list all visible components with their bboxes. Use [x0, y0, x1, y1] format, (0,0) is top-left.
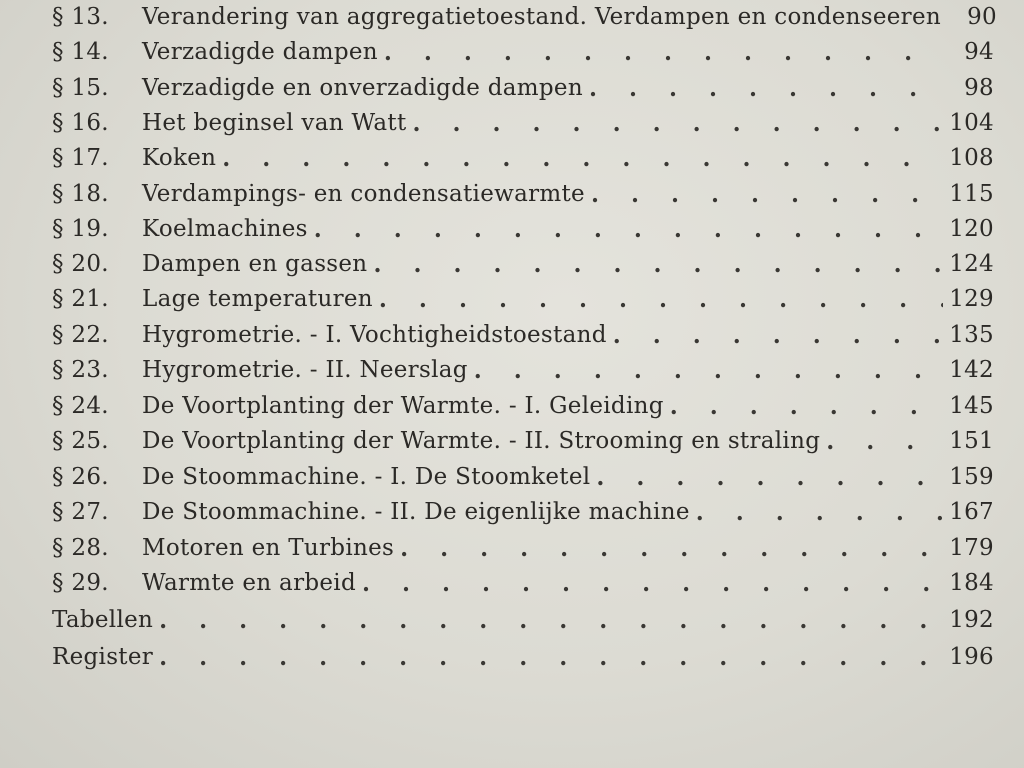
- section-number: § 26.: [52, 464, 109, 490]
- toc-entry: [52, 247, 994, 281]
- section-title: Hygrometrie. - I. Vochtigheidstoestand: [142, 322, 607, 348]
- toc-entry: [52, 177, 994, 211]
- section-title: Dampen en gassen: [142, 251, 368, 277]
- toc-entry: [52, 566, 994, 600]
- dot-leader: [591, 181, 943, 208]
- section-number: § 16.: [52, 110, 109, 136]
- page-number: 90: [967, 4, 997, 30]
- dot-leader: [670, 393, 943, 420]
- section-title: De Voortplanting der Warmte. - II. Strooming en straling: [142, 428, 821, 454]
- section-number: § 28.: [52, 535, 109, 561]
- section-number: § 19.: [52, 216, 109, 242]
- section-number: § 22.: [52, 322, 109, 348]
- section-number: § 18.: [52, 181, 109, 207]
- page-number: 196: [949, 644, 994, 670]
- section-title: Lage temperaturen: [142, 286, 373, 312]
- dot-leader: [613, 322, 943, 349]
- section-title: Hygrometrie. - II. Neerslag: [142, 357, 468, 383]
- section-title: Koken: [142, 145, 217, 171]
- dot-leader: [413, 110, 944, 137]
- section-number: § 21.: [52, 286, 109, 312]
- page-number: 129: [949, 286, 994, 312]
- page-number: 167: [949, 499, 994, 525]
- page-number: 142: [949, 357, 994, 383]
- page-number: 120: [949, 216, 994, 242]
- dot-leader: [826, 428, 943, 455]
- section-number: § 27.: [52, 499, 109, 525]
- section-title: Motoren en Turbines: [142, 535, 395, 561]
- page-number: 98: [964, 75, 994, 101]
- section-number: § 29.: [52, 570, 109, 596]
- section-number: § 17.: [52, 145, 109, 171]
- section-title: Tabellen: [52, 607, 154, 633]
- section-title: Verzadigde en onverzadigde dampen: [142, 75, 583, 101]
- toc-entry: [52, 460, 994, 494]
- toc-entry-tabellen: [52, 603, 994, 637]
- section-title: Verdampings- en condensatiewarmte: [142, 181, 585, 207]
- page-number: 135: [949, 322, 994, 348]
- page-number: 104: [949, 110, 994, 136]
- section-title: Het beginsel van Watt: [142, 110, 407, 136]
- section-title: De Stoommachine. - II. De eigenlijke machine: [142, 499, 690, 525]
- section-title: Verandering van aggregatietoestand. Verdampen en condenseeren: [142, 4, 941, 30]
- section-title: Warmte en arbeid: [142, 570, 356, 596]
- page-number: 108: [949, 145, 994, 171]
- section-number: § 14.: [52, 39, 109, 65]
- page-number: 179: [949, 535, 994, 561]
- page-number: 184: [949, 570, 994, 596]
- section-number: § 23.: [52, 357, 109, 383]
- toc-entry: [52, 495, 994, 529]
- page-number: 124: [949, 251, 994, 277]
- dot-leader: [159, 644, 943, 671]
- page-number: 145: [949, 393, 994, 419]
- toc-entry: [52, 318, 994, 352]
- dot-leader: [400, 535, 943, 562]
- dot-leader: [589, 75, 944, 102]
- section-title: Verzadigde dampen: [142, 39, 378, 65]
- toc-entry: [52, 353, 994, 387]
- section-number: § 13.: [52, 4, 109, 30]
- toc-entry: [52, 35, 994, 69]
- dot-leader: [222, 145, 943, 172]
- toc-entry: [52, 424, 994, 458]
- section-number: § 15.: [52, 75, 109, 101]
- dot-leader: [596, 464, 943, 491]
- dot-leader: [384, 39, 944, 66]
- section-title: De Voortplanting der Warmte. - I. Geleiding: [142, 393, 664, 419]
- toc-entry: [52, 531, 994, 565]
- toc-entry: [52, 71, 994, 105]
- dot-leader: [314, 216, 943, 243]
- dot-leader: [159, 607, 943, 634]
- dot-leader: [379, 286, 943, 313]
- section-title: De Stoommachine. - I. De Stoomketel: [142, 464, 591, 490]
- dot-leader: [474, 357, 943, 384]
- page-number: 94: [964, 39, 994, 65]
- page-number: 192: [949, 607, 994, 633]
- section-title: Koelmachines: [142, 216, 308, 242]
- dot-leader: [696, 499, 943, 526]
- section-number: § 25.: [52, 428, 109, 454]
- toc-entry: [52, 141, 994, 175]
- section-title: Register: [52, 644, 154, 670]
- page-number: 151: [949, 428, 994, 454]
- toc-entry: [52, 106, 994, 140]
- dot-leader: [362, 570, 943, 597]
- toc-entry: [52, 0, 997, 34]
- section-number: § 24.: [52, 393, 109, 419]
- toc-entry: [52, 389, 994, 423]
- toc-entry: [52, 282, 994, 316]
- page-number: 159: [949, 464, 994, 490]
- toc-entry-register: [52, 640, 994, 674]
- page-number: 115: [949, 181, 994, 207]
- dot-leader: [373, 251, 943, 278]
- section-number: § 20.: [52, 251, 109, 277]
- toc-entry: [52, 212, 994, 246]
